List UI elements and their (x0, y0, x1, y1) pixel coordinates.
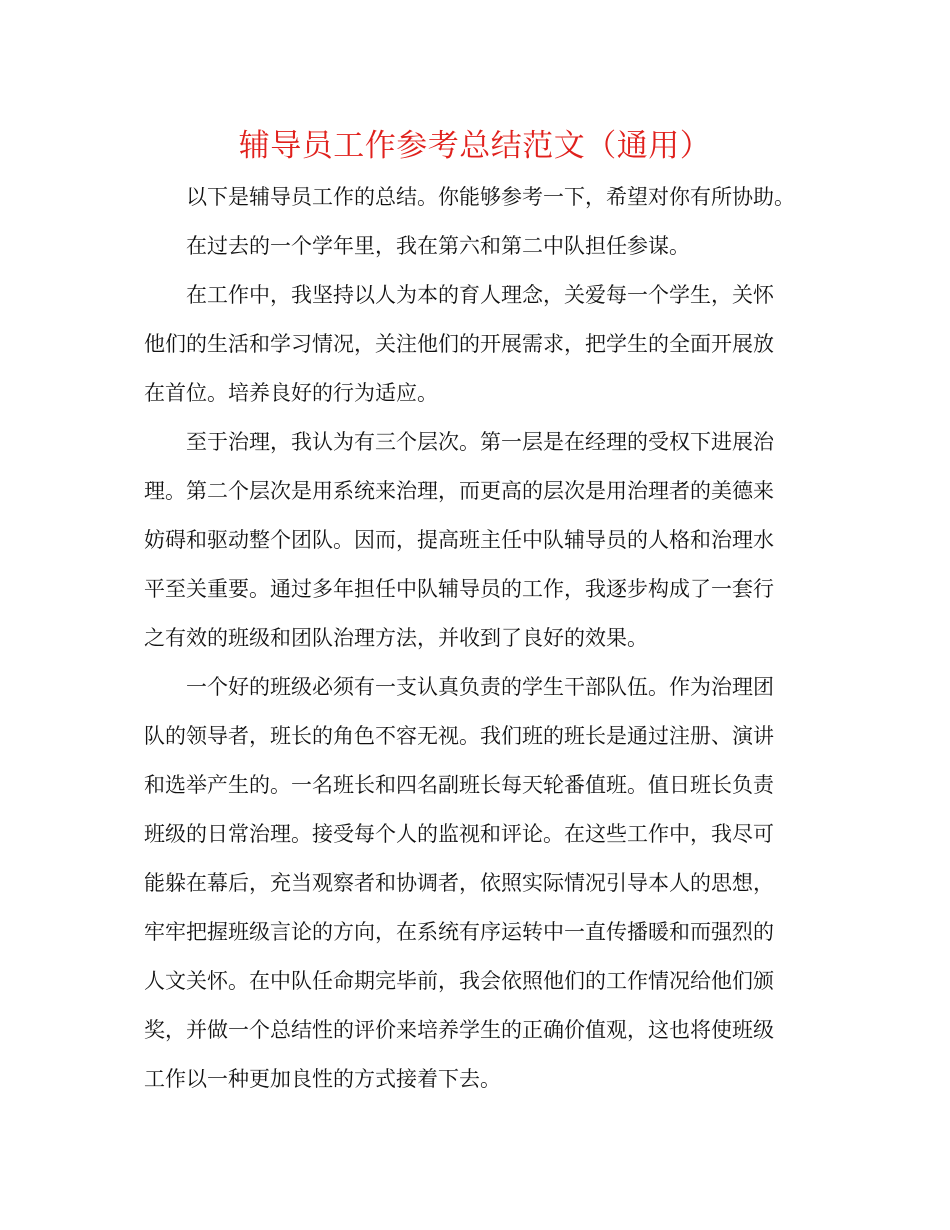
paragraph (144, 222, 814, 271)
paragraph-line: 在过去的一个学年里，我在第六和第二中队担任参谋。 (186, 234, 690, 258)
paragraph-line: 之有效的班级和团队治理方法，并收到了良好的效果。 (144, 626, 648, 650)
paragraph-line: 以下是辅导员工作的总结。你能够参考一下，希望对你有所协助。 (186, 185, 795, 209)
paragraph (144, 663, 814, 1104)
paragraph-line: 理。第二个层次是用系统来治理，而更高的层次是用治理者的美德来 (144, 479, 774, 503)
document-body (144, 173, 814, 1104)
paragraph-line: 在工作中，我坚持以人为本的育人理念，关爱每一个学生，关怀 (186, 283, 774, 307)
paragraph-line: 能躲在幕后，充当观察者和协调者，依照实际情况引导本人的思想， (144, 871, 774, 895)
paragraph-line: 工作以一种更加良性的方式接着下去。 (144, 1067, 501, 1091)
paragraph-line: 人文关怀。在中队任命期完毕前，我会依照他们的工作情况给他们颁 (144, 969, 774, 993)
paragraph (144, 271, 814, 418)
paragraph-line: 和选举产生的。一名班长和四名副班长每天轮番值班。值日班长负责 (144, 773, 774, 797)
paragraph-line: 至于治理，我认为有三个层次。第一层是在经理的受权下进展治 (186, 430, 774, 454)
paragraph-line: 妨碍和驱动整个团队。因而，提高班主任中队辅导员的人格和治理水 (144, 528, 774, 552)
paragraph-line: 队的领导者，班长的角色不容无视。我们班的班长是通过注册、演讲 (144, 724, 774, 748)
paragraph-line: 奖，并做一个总结性的评价来培养学生的正确价值观，这也将使班级 (144, 1018, 774, 1042)
paragraph (144, 173, 814, 222)
paragraph-line: 平至关重要。通过多年担任中队辅导员的工作，我逐步构成了一套行 (144, 577, 774, 601)
paragraph-line: 在首位。培养良好的行为适应。 (144, 381, 438, 405)
paragraph-line: 牢牢把握班级言论的方向，在系统有序运转中一直传播暖和而强烈的 (144, 920, 774, 944)
paragraph (144, 418, 814, 663)
document-title: 辅导员工作参考总结范文（通用） (238, 128, 712, 164)
paragraph-line: 一个好的班级必须有一支认真负责的学生干部队伍。作为治理团 (186, 675, 774, 699)
paragraph-line: 班级的日常治理。接受每个人的监视和评论。在这些工作中，我尽可 (144, 822, 774, 846)
paragraph-line: 他们的生活和学习情况，关注他们的开展需求，把学生的全面开展放 (144, 332, 774, 356)
